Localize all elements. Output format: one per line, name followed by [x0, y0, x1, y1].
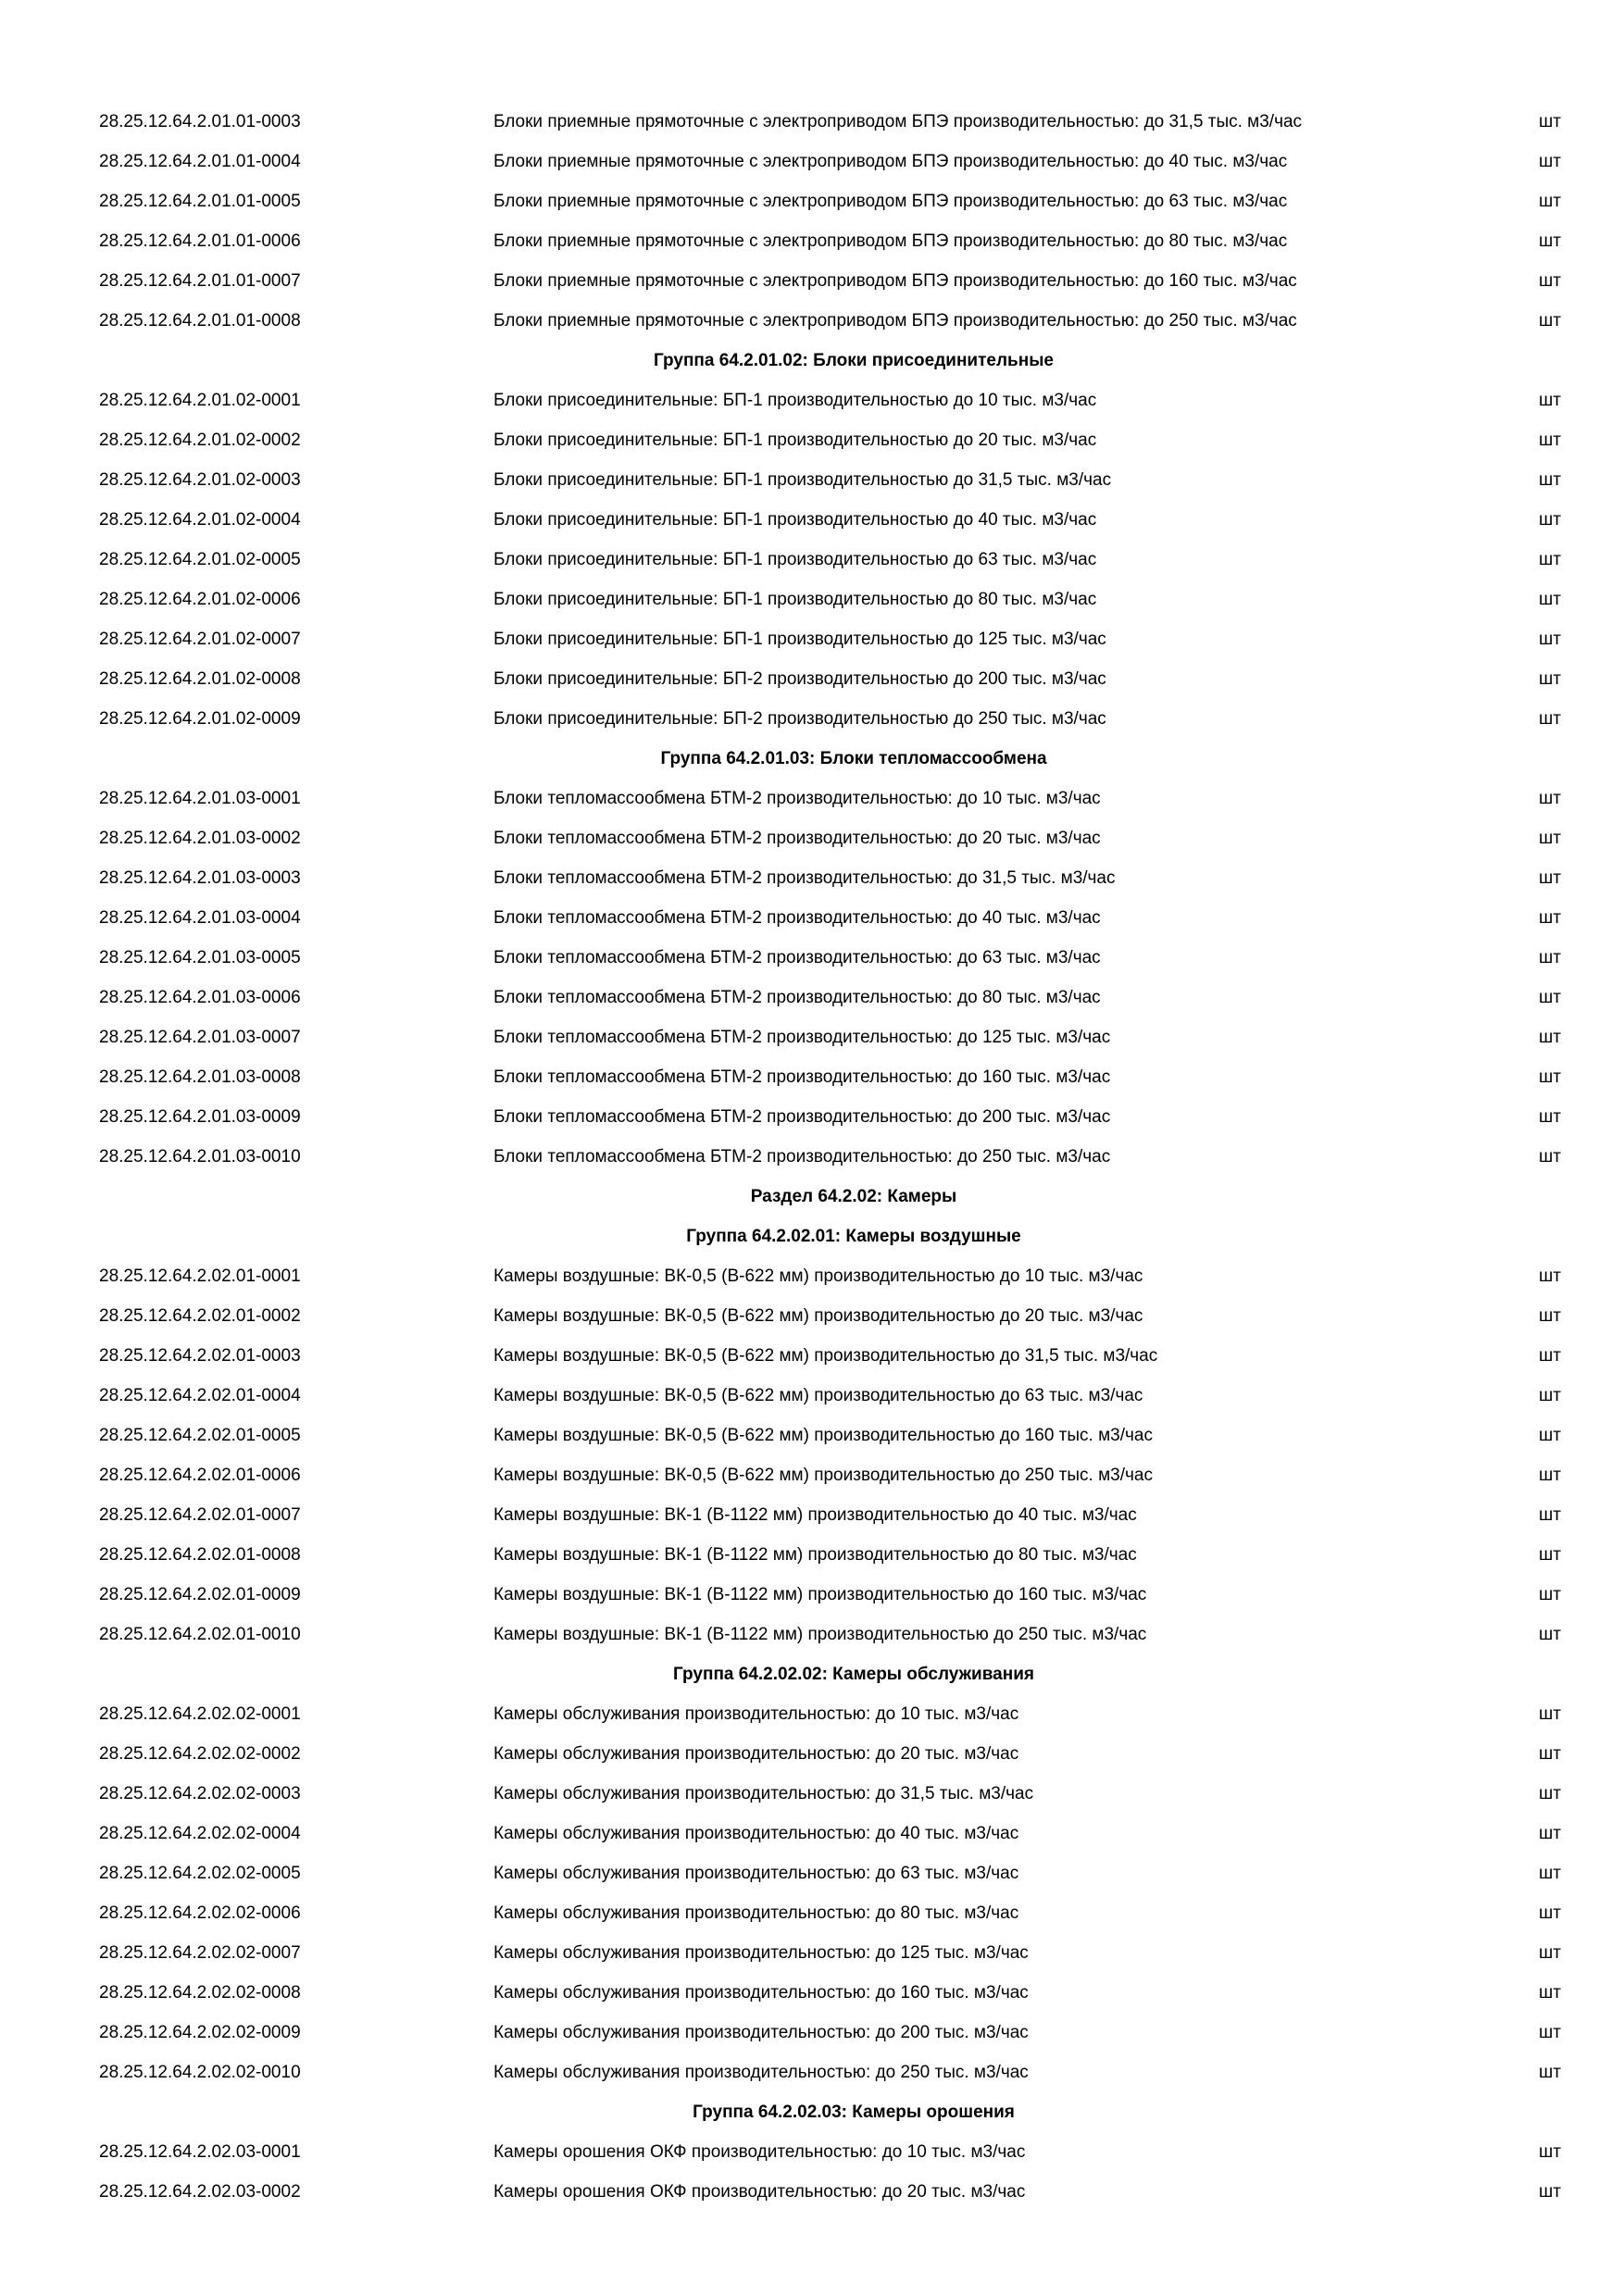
- unit-of-measure: шт: [1539, 1147, 1561, 1167]
- table-row: [0, 261, 1624, 301]
- resource-code: 28.25.12.64.2.01.01-0008: [99, 311, 301, 331]
- table-row: [0, 1416, 1624, 1455]
- unit-of-measure: шт: [1539, 510, 1561, 530]
- resource-code: 28.25.12.64.2.01.03-0010: [99, 1147, 301, 1167]
- price-list-table: [0, 102, 1624, 2212]
- resource-name: Блоки приемные прямоточные с электроприводом БПЭ производительностью: до 80 тыс. м3/час: [493, 231, 1288, 251]
- table-row: [0, 938, 1624, 978]
- table-row: [0, 1296, 1624, 1336]
- unit-of-measure: шт: [1539, 1704, 1561, 1724]
- table-row: [0, 381, 1624, 420]
- resource-name: Блоки тепломассообмена БТМ-2 производительностью: до 20 тыс. м3/час: [493, 829, 1101, 848]
- resource-code: 28.25.12.64.2.02.01-0001: [99, 1267, 301, 1286]
- resource-name: Блоки тепломассообмена БТМ-2 производительностью: до 125 тыс. м3/час: [493, 1028, 1111, 1047]
- resource-code: 28.25.12.64.2.02.01-0005: [99, 1426, 301, 1445]
- unit-of-measure: шт: [1539, 1864, 1561, 1883]
- resource-name: Камеры обслуживания производительностью: до 250 тыс. м3/час: [493, 2063, 1029, 2082]
- resource-code: 28.25.12.64.2.01.02-0001: [99, 391, 301, 410]
- table-row: [0, 898, 1624, 938]
- resource-name: Блоки присоединительные: БП-1 производительностью до 40 тыс. м3/час: [493, 510, 1097, 530]
- resource-name: Камеры воздушные: ВК-0,5 (В-622 мм) производительностью до 250 тыс. м3/час: [493, 1466, 1153, 1485]
- resource-code: 28.25.12.64.2.01.01-0006: [99, 231, 301, 251]
- table-row: [0, 1774, 1624, 1814]
- resource-code: 28.25.12.64.2.01.01-0005: [99, 192, 301, 211]
- table-row: [0, 1535, 1624, 1575]
- table-row: [0, 858, 1624, 898]
- table-row: [0, 1137, 1624, 1177]
- resource-name: Камеры орошения ОКФ производительностью: до 10 тыс. м3/час: [493, 2142, 1026, 2162]
- table-row: [0, 1256, 1624, 1296]
- resource-code: 28.25.12.64.2.02.02-0005: [99, 1864, 301, 1883]
- resource-name: Блоки тепломассообмена БТМ-2 производительностью: до 10 тыс. м3/час: [493, 789, 1101, 808]
- unit-of-measure: шт: [1539, 1426, 1561, 1445]
- resource-name: Блоки приемные прямоточные с электроприводом БПЭ производительностью: до 63 тыс. м3/час: [493, 192, 1288, 211]
- resource-code: 28.25.12.64.2.01.02-0004: [99, 510, 301, 530]
- table-row: [0, 221, 1624, 261]
- resource-code: 28.25.12.64.2.02.02-0010: [99, 2063, 301, 2082]
- resource-code: 28.25.12.64.2.01.03-0008: [99, 1067, 301, 1087]
- table-row: [0, 1575, 1624, 1615]
- resource-code: 28.25.12.64.2.01.03-0001: [99, 789, 301, 808]
- table-row: [0, 2013, 1624, 2053]
- unit-of-measure: шт: [1539, 1903, 1561, 1923]
- table-row: [0, 1057, 1624, 1097]
- resource-name: Блоки приемные прямоточные с электроприводом БПЭ производительностью: до 40 тыс. м3/час: [493, 152, 1288, 171]
- table-row: [0, 978, 1624, 1017]
- unit-of-measure: шт: [1539, 430, 1561, 450]
- unit-of-measure: шт: [1539, 630, 1561, 649]
- unit-of-measure: шт: [1539, 231, 1561, 251]
- group-heading: Группа 64.2.02.02: Камеры обслуживания: [673, 1665, 1034, 1684]
- resource-name: Блоки тепломассообмена БТМ-2 производительностью: до 80 тыс. м3/час: [493, 988, 1101, 1007]
- resource-name: Камеры воздушные: ВК-0,5 (В-622 мм) производительностью до 63 тыс. м3/час: [493, 1386, 1143, 1405]
- resource-name: Камеры обслуживания производительностью: до 160 тыс. м3/час: [493, 1983, 1029, 2003]
- resource-code: 28.25.12.64.2.02.02-0006: [99, 1903, 301, 1923]
- resource-name: Блоки приемные прямоточные с электроприводом БПЭ производительностью: до 250 тыс. м3/час: [493, 311, 1297, 331]
- unit-of-measure: шт: [1539, 2182, 1561, 2202]
- unit-of-measure: шт: [1539, 1267, 1561, 1286]
- resource-code: 28.25.12.64.2.02.02-0004: [99, 1824, 301, 1843]
- resource-name: Камеры обслуживания производительностью: до 31,5 тыс. м3/час: [493, 1784, 1034, 1803]
- resource-code: 28.25.12.64.2.01.02-0002: [99, 430, 301, 450]
- resource-code: 28.25.12.64.2.01.01-0003: [99, 112, 301, 131]
- unit-of-measure: шт: [1539, 1466, 1561, 1485]
- resource-name: Блоки тепломассообмена БТМ-2 производительностью: до 200 тыс. м3/час: [493, 1107, 1111, 1127]
- resource-code: 28.25.12.64.2.01.03-0004: [99, 908, 301, 928]
- table-row: [0, 301, 1624, 341]
- resource-code: 28.25.12.64.2.01.02-0009: [99, 709, 301, 729]
- unit-of-measure: шт: [1539, 1744, 1561, 1764]
- unit-of-measure: шт: [1539, 669, 1561, 689]
- table-row: [0, 420, 1624, 460]
- resource-name: Камеры воздушные: ВК-1 (В-1122 мм) производительностью до 80 тыс. м3/час: [493, 1545, 1137, 1565]
- table-row: [0, 102, 1624, 142]
- resource-code: 28.25.12.64.2.01.02-0008: [99, 669, 301, 689]
- resource-name: Камеры воздушные: ВК-1 (В-1122 мм) производительностью до 250 тыс. м3/час: [493, 1625, 1147, 1644]
- unit-of-measure: шт: [1539, 948, 1561, 967]
- table-row: [0, 2132, 1624, 2172]
- unit-of-measure: шт: [1539, 1983, 1561, 2003]
- unit-of-measure: шт: [1539, 1346, 1561, 1366]
- resource-name: Камеры воздушные: ВК-1 (В-1122 мм) производительностью до 160 тыс. м3/час: [493, 1585, 1147, 1604]
- resource-name: Блоки тепломассообмена БТМ-2 производительностью: до 160 тыс. м3/час: [493, 1067, 1111, 1087]
- resource-name: Камеры обслуживания производительностью: до 63 тыс. м3/час: [493, 1864, 1019, 1883]
- group-heading: Раздел 64.2.02: Камеры: [750, 1187, 957, 1206]
- unit-of-measure: шт: [1539, 2142, 1561, 2162]
- resource-name: Камеры обслуживания производительностью: до 40 тыс. м3/час: [493, 1824, 1019, 1843]
- table-row: [0, 1495, 1624, 1535]
- table-row: [0, 619, 1624, 659]
- table-row: [0, 1933, 1624, 1973]
- unit-of-measure: шт: [1539, 271, 1561, 291]
- table-row: [0, 1893, 1624, 1933]
- resource-name: Камеры обслуживания производительностью: до 80 тыс. м3/час: [493, 1903, 1019, 1923]
- resource-code: 28.25.12.64.2.01.02-0005: [99, 550, 301, 569]
- table-row: [0, 779, 1624, 818]
- unit-of-measure: шт: [1539, 311, 1561, 331]
- group-heading: Группа 64.2.01.03: Блоки тепломассообмена: [660, 749, 1047, 768]
- table-row: [0, 181, 1624, 221]
- unit-of-measure: шт: [1539, 112, 1561, 131]
- resource-name: Камеры воздушные: ВК-0,5 (В-622 мм) производительностью до 10 тыс. м3/час: [493, 1267, 1143, 1286]
- table-row: [0, 1694, 1624, 1734]
- unit-of-measure: шт: [1539, 1824, 1561, 1843]
- unit-of-measure: шт: [1539, 1943, 1561, 1963]
- table-row: [0, 1734, 1624, 1774]
- resource-code: 28.25.12.64.2.02.01-0008: [99, 1545, 301, 1565]
- resource-code: 28.25.12.64.2.02.01-0003: [99, 1346, 301, 1366]
- resource-code: 28.25.12.64.2.02.01-0004: [99, 1386, 301, 1405]
- unit-of-measure: шт: [1539, 2023, 1561, 2042]
- resource-code: 28.25.12.64.2.02.03-0001: [99, 2142, 301, 2162]
- unit-of-measure: шт: [1539, 1545, 1561, 1565]
- resource-name: Камеры обслуживания производительностью: до 125 тыс. м3/час: [493, 1943, 1029, 1963]
- unit-of-measure: шт: [1539, 988, 1561, 1007]
- resource-name: Блоки приемные прямоточные с электроприводом БПЭ производительностью: до 160 тыс. м3/час: [493, 271, 1297, 291]
- resource-name: Блоки присоединительные: БП-1 производительностью до 10 тыс. м3/час: [493, 391, 1097, 410]
- table-row: [0, 659, 1624, 699]
- resource-code: 28.25.12.64.2.02.02-0003: [99, 1784, 301, 1803]
- resource-name: Блоки тепломассообмена БТМ-2 производительностью: до 250 тыс. м3/час: [493, 1147, 1111, 1167]
- resource-code: 28.25.12.64.2.02.01-0009: [99, 1585, 301, 1604]
- resource-code: 28.25.12.64.2.02.02-0001: [99, 1704, 301, 1724]
- resource-name: Камеры воздушные: ВК-0,5 (В-622 мм) производительностью до 160 тыс. м3/час: [493, 1426, 1153, 1445]
- resource-name: Блоки присоединительные: БП-2 производительностью до 200 тыс. м3/час: [493, 669, 1106, 689]
- group-heading: Группа 64.2.02.03: Камеры орошения: [693, 2103, 1015, 2122]
- unit-of-measure: шт: [1539, 1386, 1561, 1405]
- resource-code: 28.25.12.64.2.01.02-0006: [99, 590, 301, 609]
- resource-name: Блоки присоединительные: БП-1 производительностью до 125 тыс. м3/час: [493, 630, 1106, 649]
- resource-code: 28.25.12.64.2.01.02-0003: [99, 470, 301, 490]
- table-row: [0, 1615, 1624, 1654]
- table-row: [0, 1336, 1624, 1376]
- resource-code: 28.25.12.64.2.02.02-0008: [99, 1983, 301, 2003]
- resource-code: 28.25.12.64.2.02.02-0007: [99, 1943, 301, 1963]
- unit-of-measure: шт: [1539, 1028, 1561, 1047]
- table-row: [0, 699, 1624, 739]
- table-row: [0, 2172, 1624, 2212]
- resource-code: 28.25.12.64.2.01.02-0007: [99, 630, 301, 649]
- group-heading: Группа 64.2.02.01: Камеры воздушные: [686, 1227, 1021, 1246]
- unit-of-measure: шт: [1539, 789, 1561, 808]
- resource-code: 28.25.12.64.2.01.03-0007: [99, 1028, 301, 1047]
- resource-name: Блоки тепломассообмена БТМ-2 производительностью: до 63 тыс. м3/час: [493, 948, 1101, 967]
- resource-name: Камеры обслуживания производительностью: до 20 тыс. м3/час: [493, 1744, 1019, 1764]
- resource-name: Блоки присоединительные: БП-1 производительностью до 20 тыс. м3/час: [493, 430, 1097, 450]
- resource-name: Камеры обслуживания производительностью: до 200 тыс. м3/час: [493, 2023, 1029, 2042]
- resource-name: Блоки присоединительные: БП-1 производительностью до 31,5 тыс. м3/час: [493, 470, 1112, 490]
- unit-of-measure: шт: [1539, 1067, 1561, 1087]
- resource-code: 28.25.12.64.2.01.03-0009: [99, 1107, 301, 1127]
- resource-code: 28.25.12.64.2.01.03-0005: [99, 948, 301, 967]
- resource-code: 28.25.12.64.2.01.01-0004: [99, 152, 301, 171]
- table-row: [0, 1853, 1624, 1893]
- table-row: [0, 1455, 1624, 1495]
- table-row: [0, 818, 1624, 858]
- table-row: [0, 2053, 1624, 2092]
- unit-of-measure: шт: [1539, 1625, 1561, 1644]
- resource-name: Блоки присоединительные: БП-1 производительностью до 63 тыс. м3/час: [493, 550, 1097, 569]
- resource-name: Блоки тепломассообмена БТМ-2 производительностью: до 40 тыс. м3/час: [493, 908, 1101, 928]
- table-row: [0, 1097, 1624, 1137]
- unit-of-measure: шт: [1539, 1107, 1561, 1127]
- resource-code: 28.25.12.64.2.02.01-0006: [99, 1466, 301, 1485]
- resource-code: 28.25.12.64.2.02.02-0009: [99, 2023, 301, 2042]
- resource-code: 28.25.12.64.2.02.01-0002: [99, 1306, 301, 1326]
- unit-of-measure: шт: [1539, 709, 1561, 729]
- resource-name: Камеры воздушные: ВК-0,5 (В-622 мм) производительностью до 20 тыс. м3/час: [493, 1306, 1143, 1326]
- table-row: [0, 1017, 1624, 1057]
- unit-of-measure: шт: [1539, 868, 1561, 888]
- resource-code: 28.25.12.64.2.01.01-0007: [99, 271, 301, 291]
- table-row: [0, 460, 1624, 500]
- unit-of-measure: шт: [1539, 1505, 1561, 1525]
- table-row: [0, 1814, 1624, 1853]
- group-heading: Группа 64.2.01.02: Блоки присоединительные: [653, 351, 1055, 370]
- table-row: [0, 1973, 1624, 2013]
- resource-code: 28.25.12.64.2.01.03-0002: [99, 829, 301, 848]
- table-row: [0, 580, 1624, 619]
- unit-of-measure: шт: [1539, 829, 1561, 848]
- table-row: [0, 540, 1624, 580]
- unit-of-measure: шт: [1539, 391, 1561, 410]
- resource-code: 28.25.12.64.2.02.02-0002: [99, 1744, 301, 1764]
- resource-name: Камеры обслуживания производительностью: до 10 тыс. м3/час: [493, 1704, 1019, 1724]
- resource-name: Блоки присоединительные: БП-1 производительностью до 80 тыс. м3/час: [493, 590, 1097, 609]
- resource-code: 28.25.12.64.2.01.03-0006: [99, 988, 301, 1007]
- table-row: [0, 1376, 1624, 1416]
- resource-name: Блоки приемные прямоточные с электроприводом БПЭ производительностью: до 31,5 тыс. м3/час: [493, 112, 1303, 131]
- unit-of-measure: шт: [1539, 470, 1561, 490]
- unit-of-measure: шт: [1539, 1585, 1561, 1604]
- resource-code: 28.25.12.64.2.02.01-0007: [99, 1505, 301, 1525]
- resource-name: Камеры воздушные: ВК-1 (В-1122 мм) производительностью до 40 тыс. м3/час: [493, 1505, 1137, 1525]
- resource-name: Блоки тепломассообмена БТМ-2 производительностью: до 31,5 тыс. м3/час: [493, 868, 1116, 888]
- table-row: [0, 500, 1624, 540]
- unit-of-measure: шт: [1539, 1306, 1561, 1326]
- unit-of-measure: шт: [1539, 908, 1561, 928]
- unit-of-measure: шт: [1539, 1784, 1561, 1803]
- resource-name: Камеры воздушные: ВК-0,5 (В-622 мм) производительностью до 31,5 тыс. м3/час: [493, 1346, 1158, 1366]
- unit-of-measure: шт: [1539, 2063, 1561, 2082]
- resource-code: 28.25.12.64.2.02.01-0010: [99, 1625, 301, 1644]
- resource-name: Камеры орошения ОКФ производительностью: до 20 тыс. м3/час: [493, 2182, 1026, 2202]
- resource-code: 28.25.12.64.2.01.03-0003: [99, 868, 301, 888]
- resource-code: 28.25.12.64.2.02.03-0002: [99, 2182, 301, 2202]
- resource-name: Блоки присоединительные: БП-2 производительностью до 250 тыс. м3/час: [493, 709, 1106, 729]
- unit-of-measure: шт: [1539, 192, 1561, 211]
- unit-of-measure: шт: [1539, 550, 1561, 569]
- unit-of-measure: шт: [1539, 152, 1561, 171]
- table-row: [0, 142, 1624, 181]
- unit-of-measure: шт: [1539, 590, 1561, 609]
